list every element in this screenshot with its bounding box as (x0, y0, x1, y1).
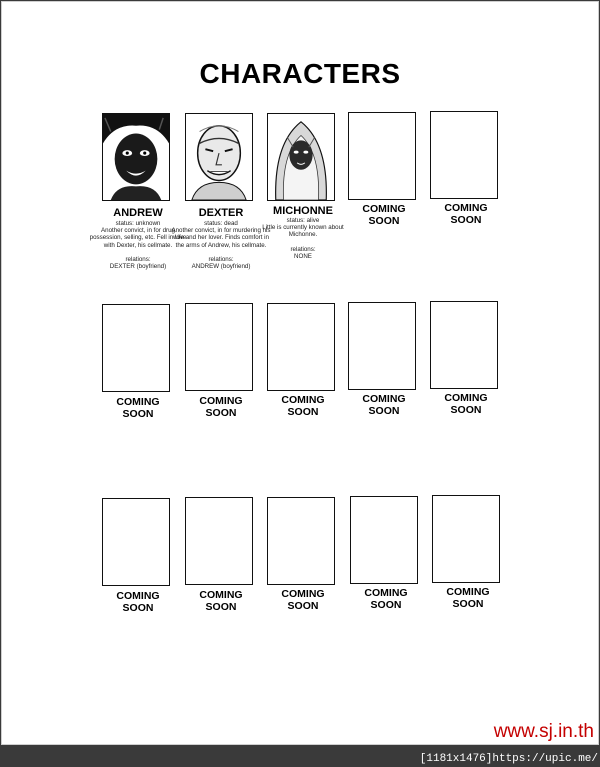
relations-label: relations: (125, 255, 151, 263)
character-name: ANDREW (113, 207, 163, 219)
coming-soon-label: COMING SOON (444, 202, 488, 226)
image-footer: [1181x1476]https://upic.me/ (419, 753, 598, 765)
page-title: CHARACTERS (199, 58, 401, 89)
empty-portrait-frame (350, 496, 418, 584)
michonne-portrait (267, 113, 335, 201)
empty-portrait-frame (430, 301, 498, 389)
relations-label: relations: (208, 255, 234, 263)
empty-portrait-frame (348, 112, 416, 200)
dexter-portrait (185, 113, 253, 201)
coming-soon-label: COMING SOON (199, 589, 243, 613)
coming-soon-label: COMING SOON (281, 394, 325, 418)
watermark-url: www.sj.in.th (493, 721, 594, 742)
character-bio: Another convict, in for murdering his wife and her lover. Finds comfort in the arms of Andrew, his cellmate. (171, 227, 271, 249)
empty-portrait-frame (430, 111, 498, 199)
coming-soon-label: COMING SOON (364, 587, 408, 611)
coming-soon-label: COMING SOON (444, 392, 488, 416)
relations-label: relations: (290, 245, 316, 253)
empty-portrait-frame (432, 495, 500, 583)
character-relations: ANDREW (boyfriend) (191, 263, 251, 271)
coming-soon-label: COMING SOON (116, 590, 160, 614)
empty-portrait-frame (102, 498, 170, 586)
coming-soon-label: COMING SOON (116, 396, 160, 420)
character-name: DEXTER (198, 207, 244, 219)
coming-soon-label: COMING SOON (199, 395, 243, 419)
empty-portrait-frame (348, 302, 416, 390)
empty-portrait-frame (102, 304, 170, 392)
coming-soon-label: COMING SOON (362, 393, 406, 417)
empty-portrait-frame (185, 497, 253, 585)
coming-soon-label: COMING SOON (446, 586, 490, 610)
character-status: status: dead (204, 220, 238, 227)
empty-portrait-frame (267, 497, 335, 585)
character-relations: NONE (294, 252, 312, 260)
character-status: status: alive (286, 217, 320, 224)
empty-portrait-frame (267, 303, 335, 391)
character-name: MICHONNE (273, 205, 333, 217)
coming-soon-label: COMING SOON (281, 588, 325, 612)
character-bio: Little is currently known about Michonne. (262, 224, 344, 239)
andrew-portrait (102, 113, 170, 201)
empty-portrait-frame (185, 303, 253, 391)
coming-soon-label: COMING SOON (362, 203, 406, 227)
character-status: status: unknown (115, 220, 161, 227)
character-relations: DEXTER (boyfriend) (109, 263, 167, 271)
character-bio: Another convict, in for drug possession, selling, etc. Fell in love with Dexter, his cellmate. (89, 227, 187, 249)
